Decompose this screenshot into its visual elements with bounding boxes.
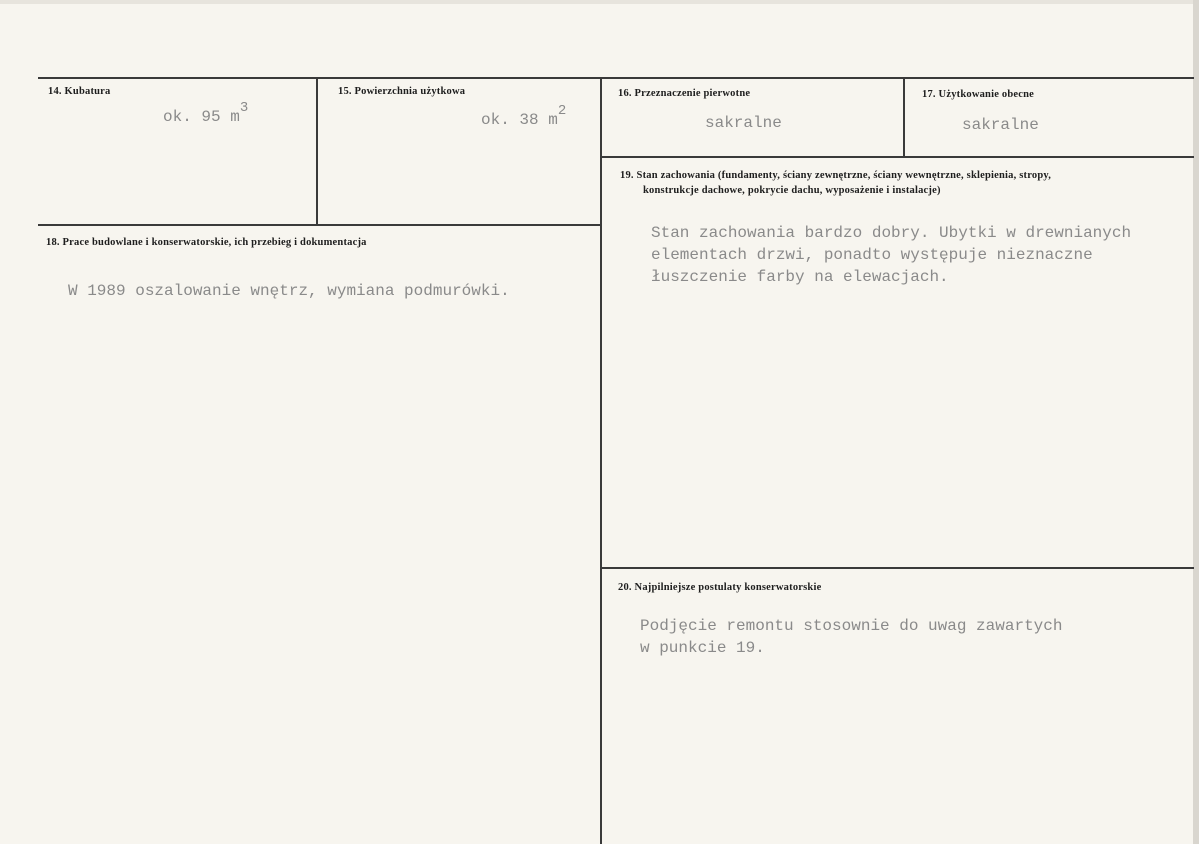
grid-line-v3	[903, 77, 905, 157]
card-top-edge	[0, 0, 1199, 4]
grid-line-top	[38, 77, 1194, 79]
stan-value-line2: elementach drzwi, ponadto występuje nieznaczne	[651, 246, 1093, 264]
stan-label-line1: 19. Stan zachowania (fundamenty, ściany zewnętrzne, ściany wewnętrzne, sklepienia, stropy,	[620, 170, 1052, 181]
kubatura-value	[163, 100, 249, 129]
postulaty-value-line2: w punkcie 19.	[640, 639, 765, 657]
powierzchnia-value	[481, 103, 567, 132]
grid-line-row-bottom-right	[600, 567, 1194, 569]
powierzchnia-label: 15. Powierzchnia użytkowa	[338, 86, 466, 97]
kubatura-label: 14. Kubatura	[48, 86, 111, 97]
prace-label: 18. Prace budowlane i konserwatorskie, ich przebieg i dokumentacja	[46, 237, 367, 248]
postulaty-label: 20. Najpilniejsze postulaty konserwatorskie	[618, 582, 822, 593]
grid-line-v1	[316, 77, 318, 225]
postulaty-value-line1: Podjęcie remontu stosownie do uwag zawartych	[640, 617, 1063, 635]
kubatura-value-text: ok. 95 m	[163, 108, 240, 126]
kubatura-unit-exponent: 3	[239, 100, 249, 116]
przeznaczenie-label: 16. Przeznaczenie pierwotne	[618, 88, 751, 99]
stan-value-line3: łuszczenie farby na elewacjach.	[651, 268, 949, 286]
stan-value-line1: Stan zachowania bardzo dobry. Ubytki w drewnianych	[651, 224, 1132, 242]
powierzchnia-unit-exponent: 2	[557, 103, 567, 119]
card-right-edge	[1193, 0, 1199, 844]
grid-line-row-left	[38, 224, 602, 226]
uzytkowanie-value: sakralne	[962, 116, 1039, 134]
przeznaczenie-value: sakralne	[705, 114, 782, 132]
uzytkowanie-label: 17. Użytkowanie obecne	[922, 89, 1035, 100]
powierzchnia-value-text: ok. 38 m	[481, 111, 558, 129]
prace-value: W 1989 oszalowanie wnętrz, wymiana podmurówki.	[68, 282, 510, 300]
grid-line-row2	[602, 156, 1194, 158]
stan-label-line2: konstrukcje dachowe, pokrycie dachu, wyposażenie i instalacje)	[643, 185, 941, 196]
grid-line-v2	[600, 77, 602, 844]
